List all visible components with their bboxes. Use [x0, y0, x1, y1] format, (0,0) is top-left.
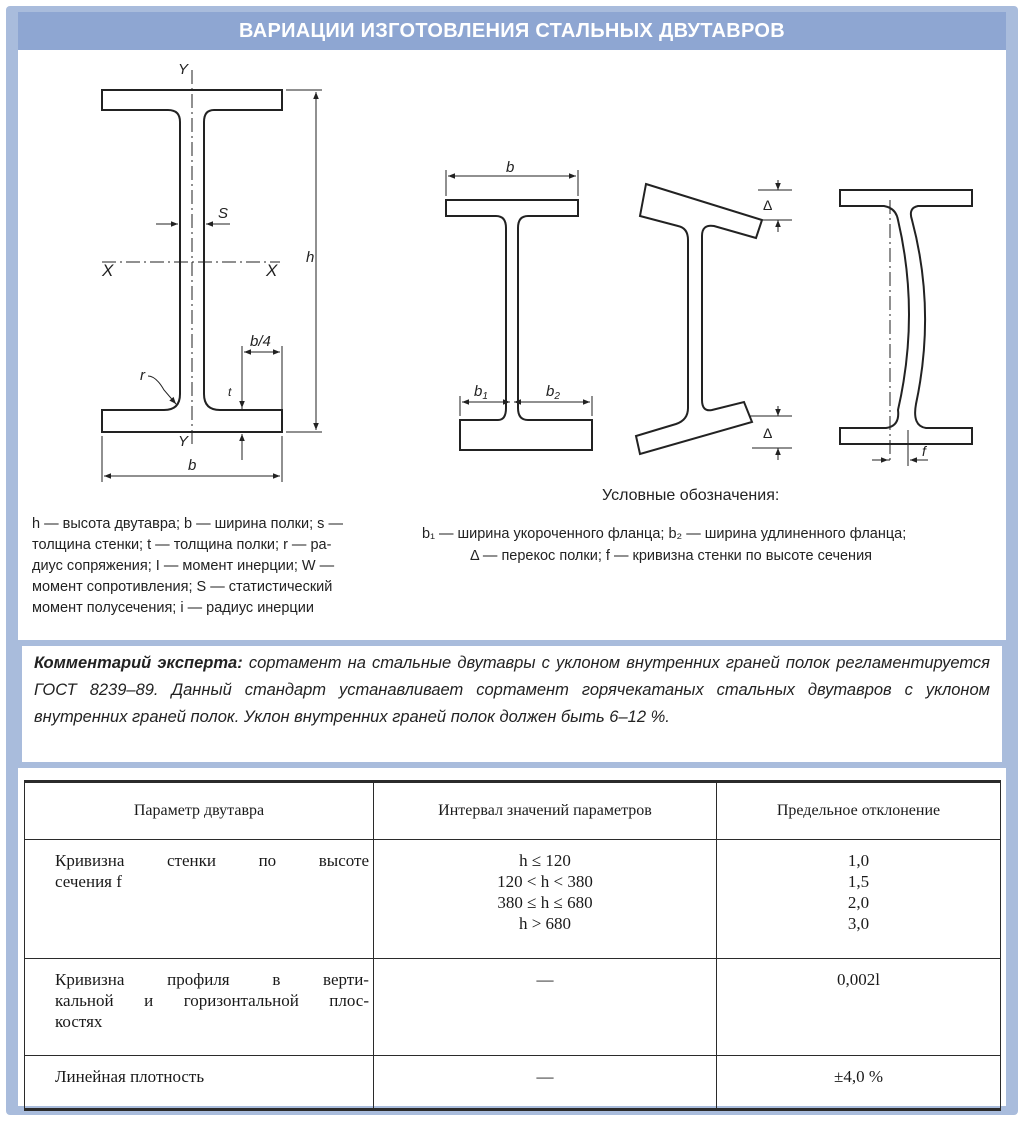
deviation-cell: ±4,0 % — [717, 1056, 1001, 1110]
y-label-top: Y — [178, 61, 189, 78]
b-label: b — [188, 457, 197, 474]
x-label-right: X — [266, 261, 278, 280]
legend-left-line-3: диус сопряжения; I — момент инерции; W — — [32, 558, 335, 574]
b2-label: $b_2$ — [546, 383, 560, 402]
delta-top-label: Δ — [763, 197, 773, 213]
legend-right-line-2: Δ — перекос полки; f — кривизна стенки по высоте сечения — [470, 548, 873, 564]
header-deviation: Предельное отклонение — [717, 782, 1001, 840]
expert-comment-label: Комментарий эксперта: — [34, 654, 243, 672]
tolerance-table-panel — [18, 768, 1006, 1106]
variant-skewed-flanges — [636, 184, 762, 454]
b4-label: b/4 — [250, 333, 271, 350]
param-cell — [25, 1056, 374, 1110]
deviation-cell: 1,0 1,5 2,0 3,0 — [717, 840, 1001, 959]
r-leader — [148, 376, 176, 404]
figure-panel — [18, 50, 1006, 640]
legend-title: Условные обозначения: — [602, 487, 780, 504]
param-cell — [25, 959, 374, 1056]
table-row — [25, 959, 1001, 1056]
x-label-left: X — [102, 261, 114, 280]
variant-unequal-flanges — [446, 200, 592, 450]
param-line: Кривизна стенки по высоте — [55, 851, 369, 870]
legend-left-line-4: момент сопротивления; S — статистический — [32, 579, 333, 595]
expert-comment-text — [34, 650, 990, 731]
param-line: костях — [55, 1012, 103, 1031]
variant-curved-web — [840, 190, 972, 444]
delta-bottom-label: Δ — [763, 425, 773, 441]
legend-left-line-1: h — высота двутавра; b — ширина полки; s — — [32, 516, 343, 532]
header-interval: Интервал значений параметров — [374, 782, 717, 840]
param-cell — [25, 840, 374, 959]
table-row — [25, 840, 1001, 959]
legend-left-line-5: момент полусечения; i — радиус инерции — [32, 600, 314, 616]
f-label: f — [922, 443, 926, 459]
ibeam-figure — [18, 50, 1006, 640]
interval-cell: h ≤ 120 120 < h < 380 380 ≤ h ≤ 680 h > 680 — [374, 840, 717, 959]
r-label: r — [140, 367, 145, 384]
y-label-bottom: Y — [178, 433, 189, 450]
deviation-cell: 0,002l — [717, 959, 1001, 1056]
s-label: S — [218, 205, 229, 222]
table-row — [25, 1056, 1001, 1110]
legend-left-line-2: толщина стенки; t — толщина полки; r — ра- — [32, 537, 332, 553]
b1-label: $b_1$ — [474, 383, 488, 402]
h-label: h — [306, 249, 315, 266]
param-line: сечения f — [55, 872, 122, 891]
param-line: Кривизна профиля в верти- — [55, 970, 369, 989]
expert-comment — [22, 644, 1002, 762]
main-ibeam-outline — [102, 90, 282, 432]
interval-cell: — — [374, 959, 717, 1056]
param-line: Линейная плотность — [55, 1067, 205, 1086]
b-top-label: b — [506, 159, 515, 176]
legend-right-line-1: b₁ — ширина укороченного фланца; b₂ — ширина удлиненного фланца; — [422, 526, 907, 542]
interval-cell: — — [374, 1056, 717, 1110]
expert-comment-body: сортамент на стальные двутавры с уклоном внутренних граней полок регламентируется ГОСТ 8239–89. Данный стандарт устанавливает сортамент горячекатаных стальных двутавров с уклоном внутренних граней полок. Уклон внутренних граней полок должен быть 6–12 %. — [34, 654, 990, 726]
t-label: t — [228, 385, 232, 399]
header-parameter: Параметр двутавра — [25, 782, 374, 840]
tolerance-table — [24, 780, 1001, 1111]
page-title: ВАРИАЦИИ ИЗГОТОВЛЕНИЯ СТАЛЬНЫХ ДВУТАВРОВ — [18, 12, 1006, 50]
param-line: кальной и горизонтальной плос- — [55, 991, 369, 1010]
